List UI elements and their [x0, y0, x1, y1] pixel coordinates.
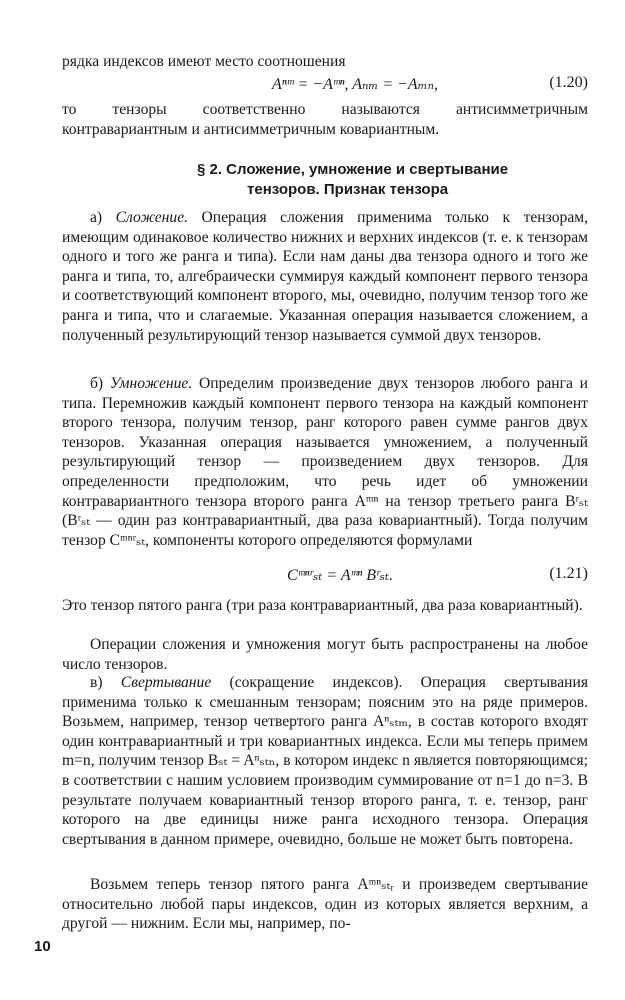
paragraph-fifth-rank: Возьмем теперь тензор пятого ранга Aᵐⁿₛₜᵣ и произведем свертывание относительно любой пары индексов, один из которых является верхним, а другой — нижним. Если мы, например, по- — [62, 876, 588, 933]
term-contraction: Свертывание — [120, 674, 212, 691]
section-heading-line2: тензоров. Признак тензора — [247, 181, 449, 198]
paragraph-contraction — [62, 673, 588, 849]
equation-number: (1.21) — [549, 565, 588, 582]
term-multiplication: Умножение. — [109, 375, 193, 392]
paragraph-multiplication — [62, 374, 588, 550]
item-label: в) — [90, 674, 121, 691]
paragraph-text: Определим произведение двух тензоров любого ранга и типа. Перемножив каждый компонент первого тензора на каждый компонент второго тензора, получим тензор, ранг которого равен сумме рангов двух тензоров. Указанная операция называется умножением, а полученный результирующий тензор — произведением двух тензоров. Для определенности предположим, что речь идет об умножении контравариантного тензора второго ранга Aᵐⁿ на тензор третьего ранга Bʳₛₜ (Bʳₛₜ — один раз контравариантный, два раза ковариантный). Тогда получим тензор Cᵐⁿʳₛₜ, компоненты которого определяются формулами — [62, 375, 589, 549]
paragraph-after-1-21: Это тензор пятого ранга (три раза контравариантный, два раза ковариантный). — [62, 597, 583, 614]
equation-formula: Aⁿᵐ = −Aᵐⁿ, Aₙₘ = −Aₘₙ, — [271, 76, 438, 93]
intro-line: рядка индексов имеют место соотношения — [62, 53, 346, 70]
paragraph-addition — [62, 208, 588, 345]
page-number: 10 — [34, 938, 51, 955]
equation-formula: Cᵐⁿʳₛₜ = Aᵐⁿ Bʳₛₜ. — [287, 567, 393, 584]
item-label: б) — [90, 375, 110, 392]
paragraph-text: (сокращение индексов). Операция свертывания применима только к смешанным тензорам; поясним это на ряде примеров. Возьмем, например, тензор четвертого ранга Aⁿₛₜₘ, в состав которого входят один контравариантный и три ковариантных индекса. Если мы теперь примем m=n, получим тензор Bₛₜ = Aⁿₛₜₙ, в котором индекс n является повторяющимся; в соответствии с нашим условием производим суммирование от n=1 до n=3. В результате получаем ковариантный тензор второго ранга, т. е. тензор, ранг которого на две единицы ниже ранга исходного тензора. Операция свертывания в данном примере, очевидно, больше не может быть повторена. — [62, 674, 588, 848]
paragraph-text: Операция сложения применима только к тензорам, имеющим одинаковое количество нижних и верхних индексов (т. е. к тензорам одного и того же ранга и типа). Если нам даны два тензора одного и того же ранга и типа, то, алгебраически суммируя каждый компонент первого тензора и соответствующий компонент второго, мы, очевидно, получим тензор того же ранга и типа, что и слагаемые. Указанная операция называется сложением, а полученный результирующий тензор называется суммой двух тензоров. — [62, 209, 589, 344]
equation-1-21 — [62, 565, 588, 587]
equation-1-20 — [62, 74, 588, 96]
paragraph-after-1-20: то тензоры соответственно называются антисимметричным контравариантным и антисимметричным ковариантным. — [62, 101, 588, 138]
term-addition: Сложение. — [115, 209, 189, 226]
paragraph-operations-note: Операции сложения и умножения могут быть распространены на любое число тензоров. — [62, 636, 588, 673]
item-label: а) — [90, 209, 116, 226]
equation-number: (1.20) — [549, 74, 588, 91]
section-heading-line1: § 2. Сложение, умножение и свертывание — [197, 161, 509, 178]
